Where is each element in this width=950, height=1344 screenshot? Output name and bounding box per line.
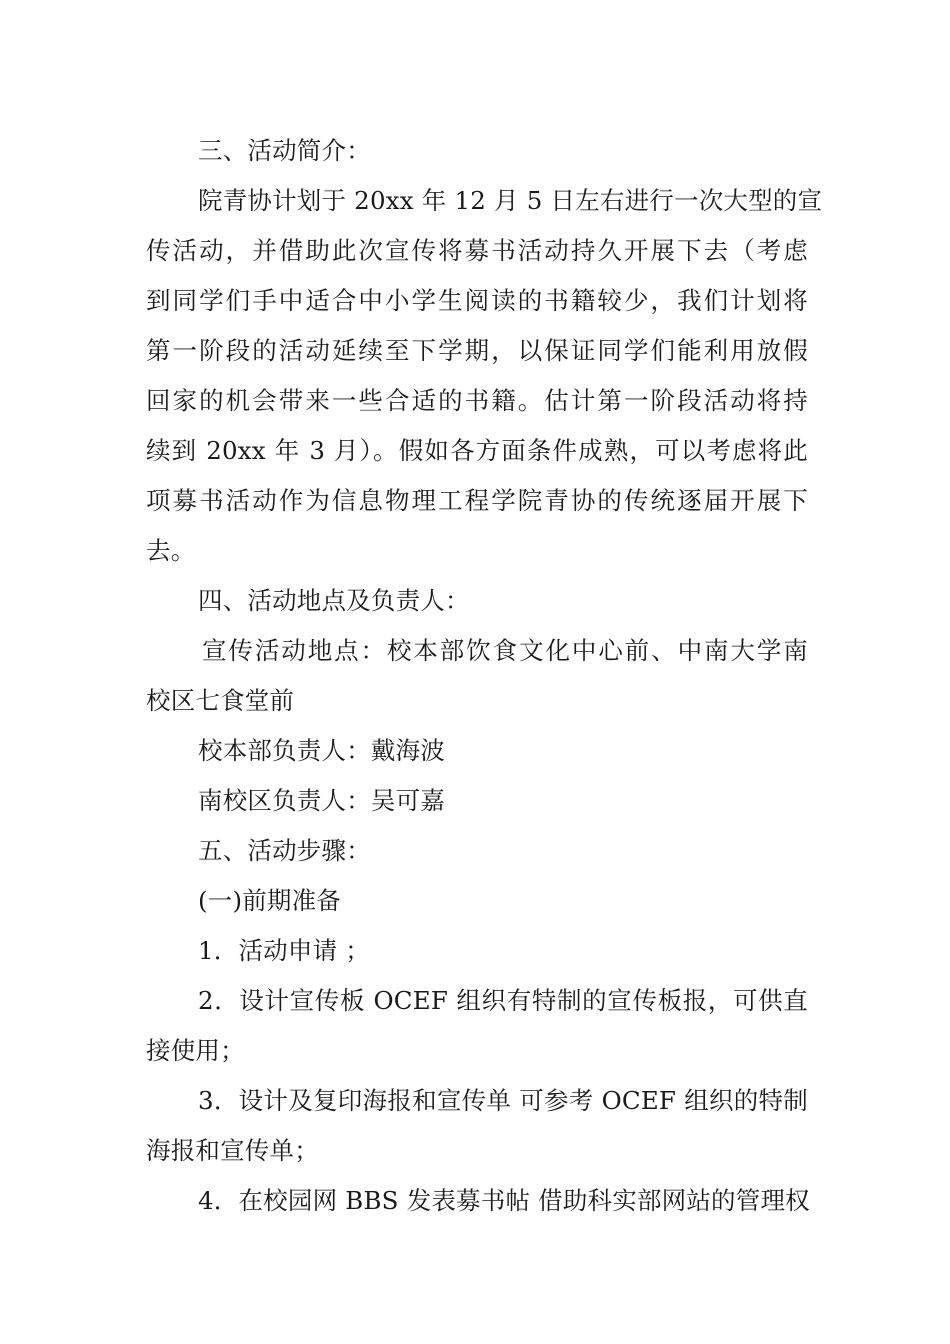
document-body <box>146 126 823 1226</box>
paragraph-line: 回家的机会带来一些合适的书籍。估计第一阶段活动将持 <box>146 386 808 415</box>
section-heading-5: 五、活动步骤： <box>198 836 371 865</box>
paragraph-line: 去。 <box>146 536 196 565</box>
section-heading-3: 三、活动简介： <box>198 136 371 165</box>
paragraph-line: 续到 20xx 年 3 月）。假如各方面条件成熟，可以考虑将此 <box>146 436 808 465</box>
step-item: 1．活动申请 ； <box>198 936 370 965</box>
step-item: 3．设计及复印海报和宣传单 可参考 OCEF 组织的特制 <box>198 1086 808 1115</box>
location-line: 宣传活动地点：校本部饮食文化中心前、中南大学南 <box>202 636 808 665</box>
paragraph-line: 到同学们手中适合中小学生阅读的书籍较少，我们计划将 <box>146 286 808 315</box>
south-campus-leader: 南校区负责人：吴可嘉 <box>198 786 445 815</box>
subsection-heading: (一)前期准备 <box>198 886 342 915</box>
step-item: 2．设计宣传板 OCEF 组织有特制的宣传板报，可供直 <box>198 986 808 1015</box>
paragraph-line: 项募书活动作为信息物理工程学院青协的传统逐届开展下 <box>146 486 808 515</box>
main-campus-leader: 校本部负责人：戴海波 <box>198 736 445 765</box>
section-heading-4: 四、活动地点及负责人： <box>198 586 470 615</box>
step-item-continued: 接使用； <box>146 1036 245 1065</box>
paragraph-line: 第一阶段的活动延续至下学期，以保证同学们能利用放假 <box>146 336 808 365</box>
step-item-continued: 海报和宣传单； <box>146 1136 319 1165</box>
step-item: 4．在校园网 BBS 发表募书帖 借助科实部网站的管理权 <box>198 1186 810 1215</box>
paragraph-line: 院青协计划于 20xx 年 12 月 5 日左右进行一次大型的宣 <box>198 186 823 215</box>
paragraph-line: 传活动，并借助此次宣传将募书活动持久开展下去（考虑 <box>146 236 808 265</box>
location-line: 校区七食堂前 <box>146 686 295 715</box>
